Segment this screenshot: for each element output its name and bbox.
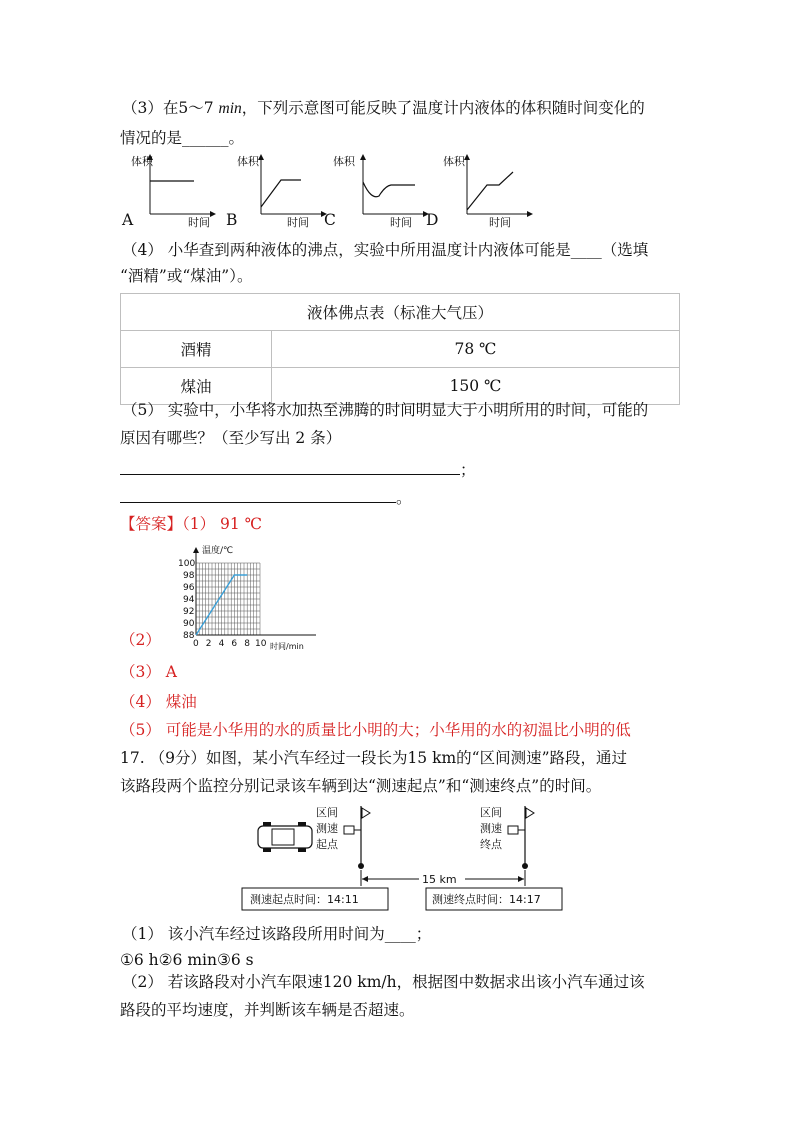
answer-2-label: （2） xyxy=(120,631,161,649)
x-tick-label: 4 xyxy=(218,639,225,649)
graph-b-ylabel: 体积 xyxy=(237,155,259,168)
svg-text:测速: 测速 xyxy=(316,822,338,835)
svg-text:终点: 终点 xyxy=(480,838,502,851)
table-row xyxy=(121,331,680,368)
x-tick-label: 2 xyxy=(205,639,212,649)
svg-text:测速: 测速 xyxy=(480,822,502,835)
table-cell-name: 煤油 xyxy=(121,368,272,405)
graph-d xyxy=(443,154,533,228)
table-row xyxy=(121,368,680,405)
graph-b xyxy=(237,154,327,228)
table-title-row xyxy=(121,294,680,331)
q17-part1-options: ①6 h②6 min③6 s xyxy=(120,951,254,969)
y-tick-label: 100 xyxy=(178,559,196,569)
q5-line1: （5） 实验中，小华将水加热至沸腾的时间明显大于小明所用的时间，可能的 xyxy=(122,401,649,419)
answer-line5: （5） 可能是小华用的水的质量比小明的大；小华用的水的初温比小明的低 xyxy=(120,721,631,739)
option-c-label: C xyxy=(324,211,336,229)
svg-text:区间: 区间 xyxy=(316,806,338,819)
car-icon xyxy=(258,822,312,852)
graph-c-ylabel: 体积 xyxy=(333,155,355,168)
answer-tag: 【答案】 xyxy=(120,515,183,533)
q5-blank-2: 。 xyxy=(120,486,412,508)
q3-line2: 情况的是______。 xyxy=(120,129,245,147)
table-cell-name: 酒精 xyxy=(121,331,272,368)
q17-part2-line2: 路段的平均速度，并判断该车辆是否超速。 xyxy=(120,1001,415,1019)
end-time-label: 测速终点时间：14:17 xyxy=(432,893,541,906)
y-tick-label: 96 xyxy=(183,583,195,593)
svg-text:区间: 区间 xyxy=(480,806,502,819)
option-d-label: D xyxy=(426,211,439,229)
q5-blank-1: ； xyxy=(120,458,476,480)
graph-d-xlabel: 时间 xyxy=(489,216,511,228)
graph-a-xlabel: 时间 xyxy=(188,216,210,228)
y-tick-label: 88 xyxy=(183,631,195,641)
start-sign-text xyxy=(316,805,339,851)
table-cell-value: 150 ℃ xyxy=(272,368,680,405)
y-tick-label: 98 xyxy=(183,571,195,581)
graph-a-ylabel: 体积 xyxy=(131,155,153,168)
q4-line2: “酒精”或“煤油”）。 xyxy=(120,267,253,285)
x-tick-label: 6 xyxy=(231,639,238,649)
temperature-chart xyxy=(176,543,318,651)
chart-xlabel: 时间/min xyxy=(270,642,304,651)
y-axis-arrow xyxy=(193,547,199,553)
start-time-label: 测速起点时间：14:11 xyxy=(250,893,359,906)
graph-d-ylabel: 体积 xyxy=(443,155,465,168)
option-a-label: A xyxy=(122,211,134,229)
q3-line1: （3）在5～7 min，下列示意图可能反映了温度计内液体的体积随时间变化的 xyxy=(122,99,645,117)
graph-c xyxy=(333,154,429,228)
graph-c-xlabel: 时间 xyxy=(390,216,412,228)
table-title: 液体佛点表（标准大气压） xyxy=(121,294,680,331)
q17-line1: 17. （9分）如图，某小汽车经过一段长为15 km的“区间测速”路段，通过 xyxy=(120,749,628,767)
y-tick-label: 94 xyxy=(183,595,195,605)
x-tick-label: 0 xyxy=(193,639,199,649)
graph-a xyxy=(131,154,216,228)
answer-line1: 【答案】（1） 91 ℃ xyxy=(120,515,263,533)
q17-part2-line1: （2） 若该路段对小汽车限速120 km/h，根据图中数据求出该小汽车通过该 xyxy=(122,973,645,991)
boiling-point-table xyxy=(120,293,680,405)
answer-line3: （3） A xyxy=(120,663,177,681)
q5-line2: 原因有哪些？（至少写出 2 条） xyxy=(120,429,342,447)
x-tick-label: 8 xyxy=(244,639,250,649)
speed-zone-diagram xyxy=(236,800,566,916)
end-sign-text xyxy=(480,805,503,851)
graph-b-xlabel: 时间 xyxy=(287,216,309,228)
answer-line4: （4） 煤油 xyxy=(120,693,197,711)
y-tick-label: 92 xyxy=(183,607,195,617)
q17-line2: 该路段两个监控分别记录该车辆到达“测速起点”和“测速终点”的时间。 xyxy=(120,777,602,795)
start-camera-pole xyxy=(344,806,370,869)
svg-text:起点: 起点 xyxy=(316,838,338,851)
table-cell-value: 78 ℃ xyxy=(272,331,680,368)
option-b-label: B xyxy=(226,211,238,229)
end-camera-pole xyxy=(508,806,534,869)
distance-label: 15 km xyxy=(422,873,457,886)
chart-ylabel: 温度/℃ xyxy=(202,546,234,556)
q4-line1: （4） 小华查到两种液体的沸点，实验中所用温度计内液体可能是____（选填 xyxy=(122,241,649,259)
x-tick-label: 10 xyxy=(255,639,267,649)
q17-part1: （1） 该小汽车经过该路段所用时间为____； xyxy=(122,925,432,943)
y-tick-label: 90 xyxy=(183,619,195,629)
